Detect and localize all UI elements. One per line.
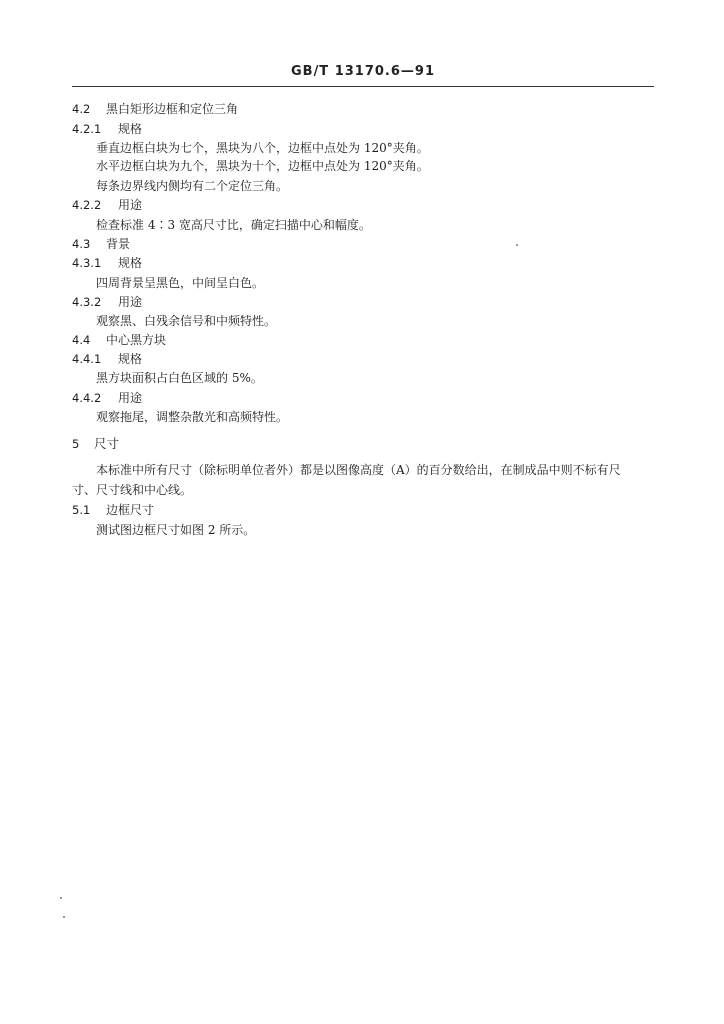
section-title: 用途 <box>118 295 143 309</box>
section-number: 4.4 <box>72 333 91 347</box>
paragraph-line: 水平边框白块为九个，黑块为十个，边框中点处为 120°夹角。 <box>96 159 429 173</box>
section-4-3-1-heading <box>72 255 142 271</box>
section-number: 4.2.2 <box>72 198 102 212</box>
paragraph-line: 四周背景呈黑色，中间呈白色。 <box>96 276 265 290</box>
section-4-2-2-heading <box>72 197 142 213</box>
section-number: 4.4.1 <box>72 352 102 366</box>
scan-speck <box>60 897 62 899</box>
paragraph-line: 观察黑、白残余信号和中频特性。 <box>96 314 277 328</box>
paragraph-line: 检查标准 4∶3 宽高尺寸比，确定扫描中心和幅度。 <box>96 218 371 232</box>
paragraph-line: 每条边界线内侧均有二个定位三角。 <box>96 179 289 193</box>
paragraph-line: 本标准中所有尺寸（除标明单位者外）都是以图像高度（A）的百分数给出，在制成品中则不标有尺 <box>96 463 621 477</box>
section-title: 规格 <box>118 256 143 270</box>
section-number: 4.3.1 <box>72 256 102 270</box>
section-number: 4.2.1 <box>72 122 102 136</box>
section-title: 中心黑方块 <box>106 333 167 347</box>
paragraph-line: 观察拖尾，调整杂散光和高频特性。 <box>96 410 289 424</box>
section-4-2-heading <box>72 101 238 117</box>
paragraph-line: 寸、尺寸线和中心线。 <box>72 483 193 497</box>
section-4-2-1-heading <box>72 121 142 137</box>
section-4-3-heading <box>72 236 130 252</box>
section-number: 4.3.2 <box>72 295 102 309</box>
section-number: 4.2 <box>72 102 91 116</box>
section-title: 黑白矩形边框和定位三角 <box>106 102 239 116</box>
section-number: 4.3 <box>72 237 91 251</box>
section-title: 背景 <box>106 237 131 251</box>
section-title: 规格 <box>118 122 143 136</box>
section-number: 5 <box>72 437 80 451</box>
paragraph-line: 垂直边框白块为七个，黑块为八个，边框中点处为 120°夹角。 <box>96 141 429 155</box>
section-4-4-heading <box>72 332 166 348</box>
section-title: 用途 <box>118 391 143 405</box>
section-title: 规格 <box>118 352 143 366</box>
section-4-4-1-heading <box>72 351 142 367</box>
section-title: 尺寸 <box>94 436 120 451</box>
section-5-1-heading <box>72 502 154 518</box>
paragraph-line: 黑方块面积占白色区域的 5%。 <box>96 371 263 385</box>
section-number: 4.4.2 <box>72 391 102 405</box>
section-title: 用途 <box>118 198 143 212</box>
standard-number-header: GB/T 13170.6—91 <box>290 64 436 79</box>
section-5-heading <box>72 436 119 452</box>
section-4-4-2-heading <box>72 390 142 406</box>
header-rule <box>72 86 654 87</box>
section-number: 5.1 <box>72 503 91 517</box>
section-4-3-2-heading <box>72 294 142 310</box>
section-title: 边框尺寸 <box>106 503 155 517</box>
scan-speck <box>516 244 518 246</box>
paragraph-line: 测试图边框尺寸如图 2 所示。 <box>96 523 256 537</box>
scan-speck <box>63 916 65 918</box>
